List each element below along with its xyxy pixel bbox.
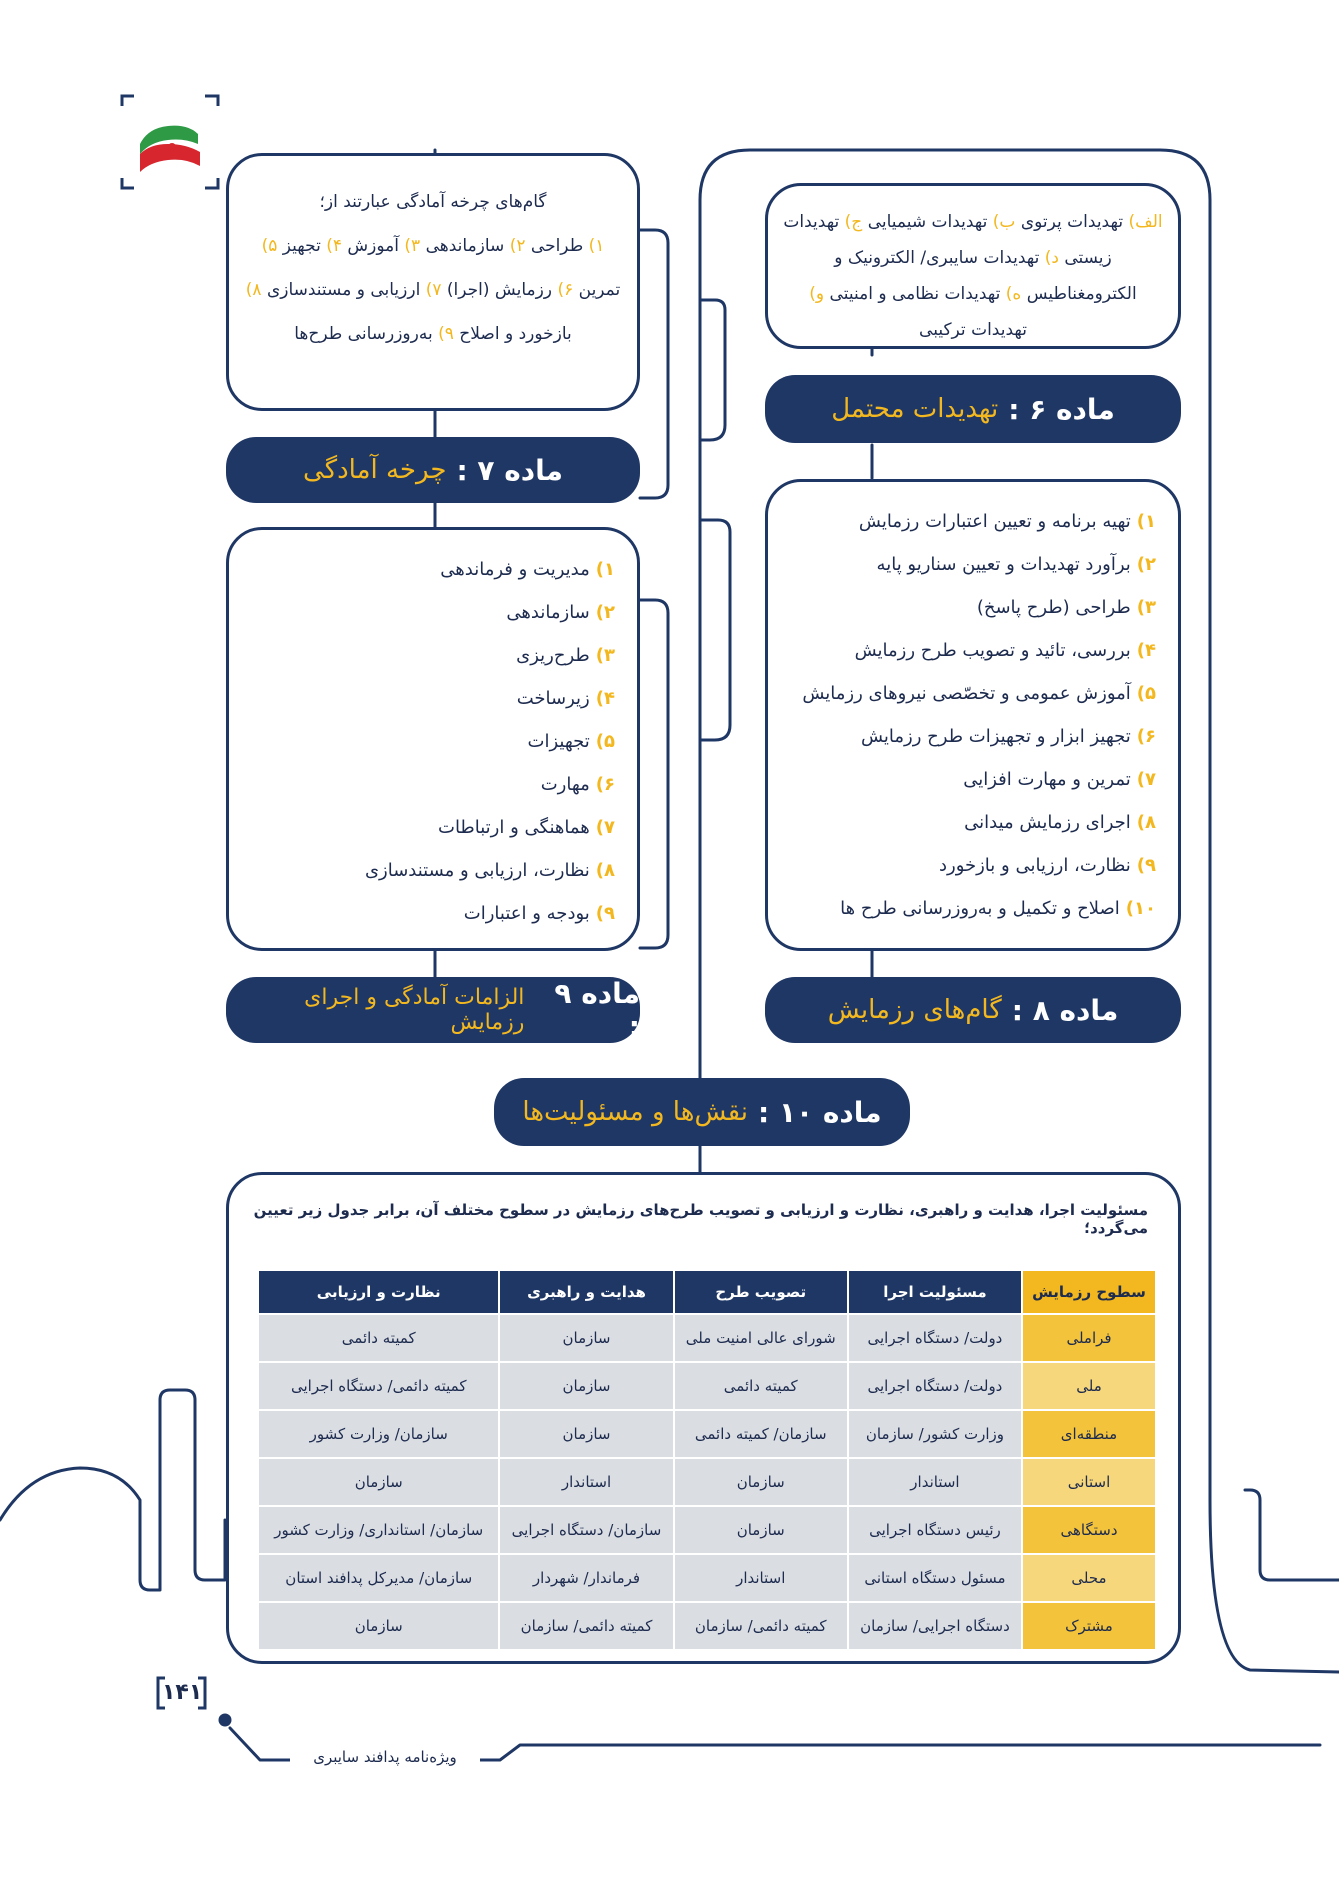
- publication-name: ویژه‌نامه پدافند سایبری: [290, 1748, 480, 1766]
- art7-title: چرخه آمادگی: [303, 455, 447, 485]
- art7-n1: ۱): [588, 236, 605, 256]
- art7-t1: طراحی: [530, 236, 584, 256]
- art7-n7: ۷): [425, 280, 442, 300]
- art7-n9: ۹): [438, 324, 454, 344]
- art7-n3: ۳): [404, 236, 421, 256]
- col-guidance: هدایت و راهبری: [500, 1271, 672, 1313]
- art8-text: تمرین و مهارت افزایی: [963, 769, 1131, 790]
- art9-text: تجهیزات: [527, 731, 590, 752]
- art9-text: مدیریت و فرماندهی: [440, 559, 590, 580]
- cell: کمیته دائمی/ دستگاه اجرایی: [259, 1363, 498, 1409]
- art7-n6: ۶): [557, 280, 574, 300]
- art6-marker-b: ب): [992, 212, 1016, 232]
- cell: سازمان: [500, 1363, 672, 1409]
- art9-item: [239, 634, 615, 677]
- art7-box: [226, 153, 640, 411]
- art8-title: گام‌های رزمایش: [827, 995, 1002, 1025]
- art7-t2: سازماندهی: [425, 236, 505, 256]
- cell: سازمان/ استانداری/ وزارت کشور: [259, 1507, 498, 1553]
- table-row: [259, 1603, 1155, 1649]
- cell: سازمان: [675, 1507, 847, 1553]
- cell: سازمان/ مدیرکل پدافند استان: [259, 1555, 498, 1601]
- cell-level: دستگاهی: [1023, 1507, 1155, 1553]
- cell-level: منطقه‌ای: [1023, 1411, 1155, 1457]
- cell-level: مشترک: [1023, 1603, 1155, 1649]
- art7-number: ماده ۷ :: [456, 453, 563, 487]
- col-level: سطوح رزمایش: [1023, 1271, 1155, 1313]
- page-number: ۱۴۱: [162, 1680, 203, 1705]
- art8-item: [778, 629, 1156, 672]
- logo-icon: [128, 100, 212, 184]
- art8-text: تهیه برنامه و تعیین اعتبارات رزمایش: [858, 511, 1131, 532]
- art8-box: [765, 479, 1181, 951]
- col-supervision: نظارت و ارزیابی: [259, 1271, 498, 1313]
- art9-text: بودجه و اعتبارات: [463, 903, 590, 924]
- art7-t6: رزمایش (اجرا): [446, 280, 553, 300]
- cell: دولت/ دستگاه اجرایی: [849, 1363, 1021, 1409]
- cell: کمیته دائمی: [675, 1363, 847, 1409]
- art9-text: طرح‌ریزی: [516, 645, 590, 666]
- art9-item: [239, 763, 615, 806]
- cell: فرماندار/ شهردار: [500, 1555, 672, 1601]
- art8-item: [778, 672, 1156, 715]
- art8-num: ۴): [1136, 640, 1156, 661]
- cell-level: ملی: [1023, 1363, 1155, 1409]
- art8-text: تجهیز ابزار و تجهیزات طرح رزمایش: [860, 726, 1131, 747]
- art6-item-c: تهدیدات زیستی: [783, 212, 1112, 268]
- art7-t7: ارزیابی و مستندسازی: [266, 280, 421, 300]
- art9-title: الزامات آمادگی و اجرای رزمایش: [304, 985, 525, 1035]
- art6-marker-c: ج): [844, 212, 863, 232]
- art9-list: [239, 548, 615, 935]
- responsibility-table: [257, 1269, 1157, 1651]
- art6-box: [765, 183, 1181, 349]
- art6-item-f: تهدیدات ترکیبی: [919, 320, 1027, 340]
- art10-header: [494, 1078, 910, 1146]
- art6-marker-e: ه): [1005, 284, 1022, 304]
- art8-num: ۱۰): [1125, 898, 1156, 919]
- cell: رئیس دستگاه اجرایی: [849, 1507, 1021, 1553]
- art6-item-a: تهدیدات پرتوی: [1020, 212, 1124, 232]
- art8-item: [778, 801, 1156, 844]
- cell: استاندار: [849, 1459, 1021, 1505]
- art9-num: ۳): [595, 645, 615, 666]
- art9-num: ۷): [595, 817, 615, 838]
- art9-number: ماده ۹ :: [554, 977, 640, 1043]
- art6-marker-d: د): [1044, 248, 1059, 268]
- table-row: [259, 1315, 1155, 1361]
- art8-text: برآورد تهدیدات و تعیین سناریو پایه: [876, 554, 1131, 575]
- art7-intro: گام‌های چرخه آمادگی عبارتند از؛: [319, 192, 547, 212]
- art9-item: [239, 892, 615, 935]
- cell: سازمان/ دستگاه اجرایی: [500, 1507, 672, 1553]
- art10-box: [226, 1172, 1181, 1664]
- art8-num: ۸): [1136, 812, 1156, 833]
- art8-text: اصلاح و تکمیل و به‌روزرسانی طرح ها: [840, 898, 1120, 919]
- art8-text: اجرای رزمایش میدانی: [964, 812, 1131, 833]
- art9-num: ۸): [595, 860, 615, 881]
- cell: کمیته دائمی/ سازمان: [675, 1603, 847, 1649]
- cell: سازمان/ کمیته دائمی: [675, 1411, 847, 1457]
- art7-t5: تمرین: [578, 280, 621, 300]
- art9-item: [239, 677, 615, 720]
- art9-box: [226, 527, 640, 951]
- cell: سازمان: [259, 1459, 498, 1505]
- cell: دستگاه اجرایی/ سازمان: [849, 1603, 1021, 1649]
- art8-text: نظارت، ارزیابی و بازخورد: [938, 855, 1131, 876]
- art9-item: [239, 849, 615, 892]
- art9-text: هماهنگی و ارتباطات: [438, 817, 590, 838]
- art7-n5: ۵): [261, 236, 278, 256]
- art6-item-e: تهدیدات نظامی و امنیتی: [829, 284, 1001, 304]
- art9-num: ۲): [595, 602, 615, 623]
- art10-title: نقش‌ها و مسئولیت‌ها: [522, 1097, 748, 1127]
- art7-t3: آموزش: [347, 236, 399, 256]
- art8-num: ۱): [1136, 511, 1156, 532]
- logo-emblem: [128, 100, 212, 184]
- art7-t8: بازخورد و اصلاح: [459, 324, 572, 344]
- cell-level: محلی: [1023, 1555, 1155, 1601]
- art9-item: [239, 591, 615, 634]
- art8-text: بررسی، تائید و تصویب طرح رزمایش: [854, 640, 1131, 661]
- art8-num: ۵): [1136, 683, 1156, 704]
- art9-num: ۵): [595, 731, 615, 752]
- art6-item-b: تهدیدات شیمیایی: [867, 212, 988, 232]
- cell: استاندار: [500, 1459, 672, 1505]
- art8-text: آموزش عمومی و تخصّصی نیروهای رزمایش: [802, 683, 1131, 704]
- art8-num: ۲): [1136, 554, 1156, 575]
- art8-num: ۹): [1136, 855, 1156, 876]
- cell: کمیته دائمی/ سازمان: [500, 1603, 672, 1649]
- cell: کمیته دائمی: [259, 1315, 498, 1361]
- art6-marker-f: و): [809, 284, 825, 304]
- art7-n2: ۲): [509, 236, 526, 256]
- cell: سازمان: [500, 1315, 672, 1361]
- cell: استاندار: [675, 1555, 847, 1601]
- table-header-row: [259, 1271, 1155, 1313]
- art8-item: [778, 887, 1156, 930]
- art7-t4: تجهیز: [282, 236, 321, 256]
- art10-intro: مسئولیت اجرا، هدایت و راهبری، نظارت و ارزیابی و تصویب طرح‌های رزمایش در سطوح مختلف آن، برابر جدول زیر تعیین می‌گردد؛: [253, 1201, 1148, 1237]
- cell: سازمان: [675, 1459, 847, 1505]
- art9-num: ۶): [595, 774, 615, 795]
- art6-header: [765, 375, 1181, 443]
- art7-n4: ۴): [326, 236, 343, 256]
- cell: مسئول دستگاه استانی: [849, 1555, 1021, 1601]
- art6-item-d: تهدیدات سایبری/ الکترونیک و الکترومغناطیس: [834, 248, 1137, 304]
- cell: دولت/ دستگاه اجرایی: [849, 1315, 1021, 1361]
- art9-num: ۱): [595, 559, 615, 580]
- art9-text: نظارت، ارزیابی و مستندسازی: [364, 860, 590, 881]
- table-row: [259, 1411, 1155, 1457]
- art9-item: [239, 548, 615, 591]
- table-row: [259, 1459, 1155, 1505]
- art7-t9: به‌روزرسانی طرح‌ها: [294, 324, 433, 344]
- art9-text: سازماندهی: [506, 602, 590, 623]
- art8-header: [765, 977, 1181, 1043]
- art8-item: [778, 758, 1156, 801]
- art7-paragraph: [243, 180, 623, 356]
- art8-number: ماده ۸ :: [1011, 993, 1119, 1027]
- art10-number: ماده ۱۰ :: [757, 1095, 882, 1129]
- art9-header: [226, 977, 640, 1043]
- col-approval: تصویب طرح: [675, 1271, 847, 1313]
- art8-num: ۶): [1136, 726, 1156, 747]
- cell: شورای عالی امنیت ملی: [675, 1315, 847, 1361]
- cell: وزارت کشور/ سازمان: [849, 1411, 1021, 1457]
- table-row: [259, 1507, 1155, 1553]
- art6-title: تهدیدات محتمل: [831, 394, 999, 424]
- table-row: [259, 1555, 1155, 1601]
- art9-num: ۹): [595, 903, 615, 924]
- art9-text: زیرساخت: [516, 688, 590, 709]
- art9-text: مهارت: [540, 774, 590, 795]
- art8-item: [778, 586, 1156, 629]
- cell-level: فراملی: [1023, 1315, 1155, 1361]
- cell: سازمان/ وزارت کشور: [259, 1411, 498, 1457]
- art9-item: [239, 806, 615, 849]
- art8-text: طراحی (طرح پاسخ): [976, 597, 1131, 618]
- art6-number: ماده ۶ :: [1008, 392, 1115, 426]
- cell: سازمان: [259, 1603, 498, 1649]
- art8-item: [778, 715, 1156, 758]
- art8-num: ۷): [1136, 769, 1156, 790]
- cell: سازمان: [500, 1411, 672, 1457]
- art8-item: [778, 500, 1156, 543]
- art9-item: [239, 720, 615, 763]
- art8-list: [778, 500, 1156, 930]
- cell-level: استانی: [1023, 1459, 1155, 1505]
- table-row: [259, 1363, 1155, 1409]
- col-execution: مسئولیت اجرا: [849, 1271, 1021, 1313]
- art7-header: [226, 437, 640, 503]
- art6-marker-a: الف): [1128, 212, 1163, 232]
- art8-item: [778, 543, 1156, 586]
- art6-paragraph: [780, 204, 1166, 348]
- art8-item: [778, 844, 1156, 887]
- art8-num: ۳): [1136, 597, 1156, 618]
- art7-n8: ۸): [245, 280, 262, 300]
- art9-num: ۴): [595, 688, 615, 709]
